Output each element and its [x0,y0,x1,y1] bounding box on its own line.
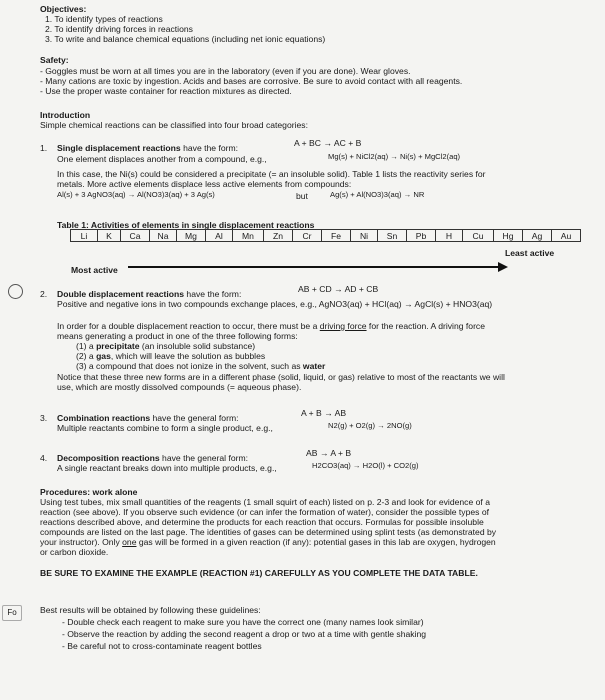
guidelines-intro: Best results will be obtained by following these guidelines: [40,605,261,615]
activity-series-row [71,230,581,242]
combination-desc: Multiple reactants combine to form a single product, e.g., [57,423,273,433]
procedures-line-3: reactions described above, and determine the products for each reaction that occurs. Formulas for possible insoluble [40,517,484,527]
procedures-line-5-start: your instructor). Only [40,537,123,547]
single-but: but [296,191,308,201]
guideline-item-3: - Be careful not to cross-contaminate reagent bottles [62,641,262,651]
single-p2: metals. More active elements displace less active elements from compounds: [57,179,352,189]
df3-term: water [302,361,326,371]
single-heading [57,143,238,153]
single-rest: have the form: [180,143,239,153]
combination-title: Combination reactions [57,413,151,423]
safety-item-1: - Goggles must be worn at all times you are in the laboratory (even if you are done). Wear gloves. [40,66,411,76]
procedures-line-4: compounds are listed on the last page. The identities of gases can be determined using splint tests (as demonstrated by [40,527,497,537]
df1-rest: (an insoluble solid substance) [139,341,256,351]
single-desc: One element displaces another from a compound, e.g., [57,154,267,164]
element-cell: Li [71,230,98,242]
margin-tab: Fo [2,605,22,621]
single-ex2: Ag(s) + Al(NO3)3(aq) → NR [330,190,425,199]
df1-term: precipitate [96,341,140,351]
element-cell: Al [206,230,233,242]
arrow-right-icon [498,262,508,272]
activity-arrow-line [128,266,501,268]
combination-example: N2(g) + O2(g) → 2NO(g) [328,421,412,430]
element-cell: Ni [351,230,378,242]
element-cell: Ag [523,230,552,242]
element-cell: K [98,230,121,242]
combination-heading [57,413,239,423]
least-active-label: Least active [505,248,555,258]
intro-title: Introduction [40,110,91,120]
df1-num: (1) a [76,341,97,351]
decomposition-num: 4. [40,453,48,463]
activity-series-table [70,229,581,242]
most-active-label: Most active [71,265,118,275]
double-p1 [57,321,485,331]
single-example: Mg(s) + NiCl2(aq) → Ni(s) + MgCl2(aq) [328,152,461,161]
decomposition-desc: A single reactant breaks down into multiple products, e.g., [57,463,277,473]
element-cell: Cr [293,230,322,242]
single-ex1: Al(s) + 3 AgNO3(aq) → Al(NO3)3(aq) + 3 Ag(s) [57,190,215,199]
safety-item-3: - Use the proper waste container for reaction mixtures as directed. [40,86,292,96]
decomposition-rest: have the general form: [159,453,249,463]
intro-text: Simple chemical reactions can be classified into four broad categories: [40,120,308,130]
guideline-item-1: - Double check each reagent to make sure you have the correct one (many names look similar) [62,617,424,627]
procedures-one-term: one [122,537,137,547]
table1-title: Table 1: Activities of elements in single displacement reactions [57,220,315,230]
driving-force-2 [76,351,265,361]
element-cell: Hg [494,230,523,242]
single-general-form: A + BC → AC + B [294,138,362,148]
guideline-item-2: - Observe the reaction by adding the second reagent a drop or two at a time with gentle shaking [62,629,427,639]
df2-num: (2) a [76,351,97,361]
single-title: Single displacement reactions [57,143,181,153]
double-p2: means generating a product in one of the three following forms: [57,331,298,341]
element-cell: Pb [407,230,436,242]
procedures-line-1: Using test tubes, mix small quantities of the reagents (1 small squirt of each) listed on p. 2-3 and look for evidence of a [40,497,490,507]
objective-item-2: 2. To identify driving forces in reactions [45,24,193,34]
element-cell: Mn [233,230,264,242]
element-cell: Cu [463,230,494,242]
procedures-line-2: reaction (see above). If you observe such evidence (or can infer the formation of water), consider the possible types of [40,507,490,517]
safety-title: Safety: [40,55,69,65]
double-desc: Positive and negative ions in two compounds exchange places, e.g., AgNO3(aq) + HCl(aq) → AgCl(s) + HNO3(aq) [57,299,493,309]
procedures-line-6: or carbon dioxide. [40,547,109,557]
double-note-1: Notice that these three new forms are in a different phase (solid, liquid, or gas) relative to most of the reactants we will [57,372,505,382]
double-p1-end: for the reaction. A driving force [366,321,486,331]
procedures-line-5-end: gas will be formed in a given reaction (if any): potential gases in this lab are oxygen, hydrogen [136,537,496,547]
element-cell: Fe [322,230,351,242]
driving-force-3 [76,361,325,371]
double-num: 2. [40,289,48,299]
objective-item-3: 3. To write and balance chemical equations (including net ionic equations) [45,34,326,44]
safety-item-2: - Many cations are toxic by ingestion. Acids and bases are corrosive. Be sure to avoid contact with all reagents. [40,76,463,86]
combination-rest: have the general form: [150,413,239,423]
element-cell: Na [150,230,177,242]
single-num: 1. [40,143,48,153]
driving-force-term: driving force [319,321,367,331]
combination-num: 3. [40,413,48,423]
element-cell: Au [552,230,581,242]
double-heading [57,289,241,299]
decomposition-title: Decomposition reactions [57,453,160,463]
double-title: Double displacement reactions [57,289,185,299]
element-cell: Zn [264,230,293,242]
double-rest: have the form: [184,289,242,299]
decomposition-general-form: AB → A + B [306,448,352,458]
decomposition-heading [57,453,248,463]
objectives-title: Objectives: [40,4,87,14]
df3-text: (3) a compound that does not ionize in the solvent, such as [76,361,303,371]
procedures-line-5 [40,537,496,547]
element-cell: Mg [177,230,206,242]
element-cell: Sn [378,230,407,242]
element-cell: H [436,230,463,242]
df2-rest: , which will leave the solution as bubbles [110,351,266,361]
df2-term: gas [96,351,111,361]
driving-force-1 [76,341,255,351]
element-cell: Ca [121,230,150,242]
circle-marker-icon [8,284,23,299]
procedures-emphasis: BE SURE TO EXAMINE THE EXAMPLE (REACTION #1) CAREFULLY AS YOU COMPLETE THE DATA TABLE. [40,568,478,578]
double-note-2: use, which are mostly dissolved compounds (= aqueous phase). [57,382,302,392]
procedures-title: Procedures: work alone [40,487,138,497]
double-general-form: AB + CD → AD + CB [298,284,379,294]
decomposition-example: H2CO3(aq) → H2O(l) + CO2(g) [312,461,419,470]
combination-general-form: A + B → AB [301,408,347,418]
double-p1-start: In order for a double displacement reaction to occur, there must be a [57,321,320,331]
objective-item-1: 1. To identify types of reactions [45,14,163,24]
single-p1: In this case, the Ni(s) could be considered a precipitate (= an insoluble solid). Table 1 lists the reactivity series for [57,169,486,179]
